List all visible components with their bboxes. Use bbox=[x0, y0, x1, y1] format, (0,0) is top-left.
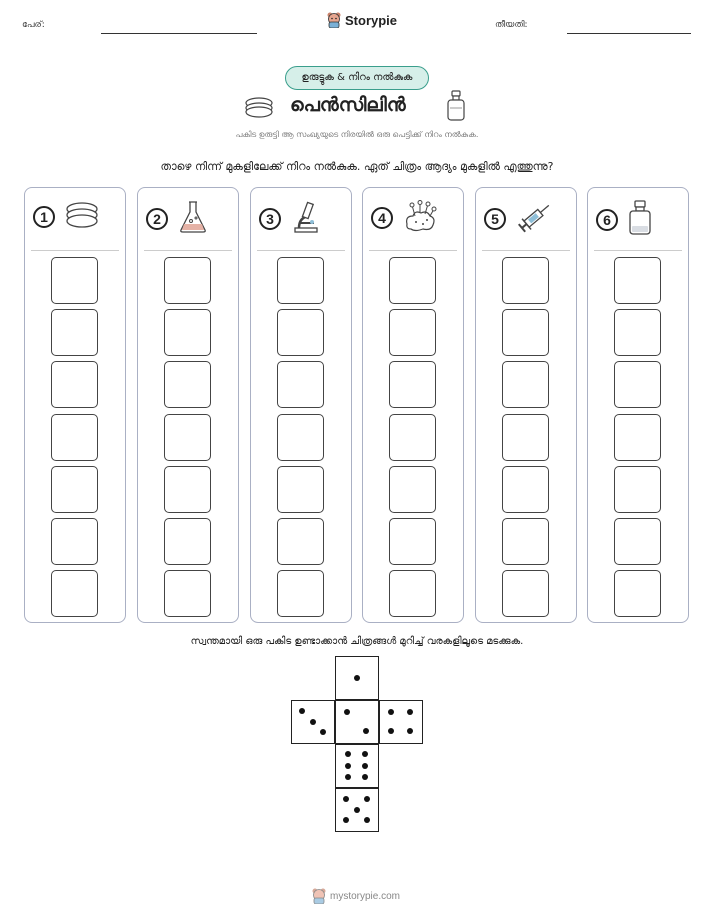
dice-pip bbox=[362, 763, 368, 769]
dice-pip bbox=[299, 708, 305, 714]
bear-icon bbox=[312, 888, 326, 904]
column-header bbox=[596, 200, 652, 240]
color-box[interactable] bbox=[502, 466, 549, 513]
column-divider bbox=[257, 250, 345, 251]
dice-pip bbox=[343, 817, 349, 823]
color-box[interactable] bbox=[614, 257, 661, 304]
color-box[interactable] bbox=[277, 257, 324, 304]
column-divider bbox=[144, 250, 232, 251]
footer bbox=[312, 888, 400, 904]
color-box[interactable] bbox=[502, 518, 549, 565]
column-divider bbox=[31, 250, 119, 251]
flask-icon bbox=[178, 200, 208, 238]
color-box[interactable] bbox=[389, 466, 436, 513]
dice-face bbox=[335, 744, 379, 788]
color-box[interactable] bbox=[389, 570, 436, 617]
color-box[interactable] bbox=[277, 518, 324, 565]
dice-face bbox=[335, 656, 379, 700]
column-number: 2 bbox=[146, 208, 168, 230]
petri-dish-icon bbox=[244, 95, 274, 119]
name-label: പേര്: bbox=[22, 20, 45, 30]
dice-pip bbox=[363, 728, 369, 734]
dice-pip bbox=[345, 763, 351, 769]
dice-face bbox=[335, 788, 379, 832]
color-box[interactable] bbox=[614, 466, 661, 513]
color-box[interactable] bbox=[164, 257, 211, 304]
color-box[interactable] bbox=[389, 414, 436, 461]
column-1 bbox=[24, 187, 126, 623]
column-header bbox=[259, 200, 321, 238]
column-6 bbox=[587, 187, 689, 623]
color-box[interactable] bbox=[614, 570, 661, 617]
color-box[interactable] bbox=[164, 518, 211, 565]
color-box[interactable] bbox=[389, 518, 436, 565]
dice-pip bbox=[364, 796, 370, 802]
color-box[interactable] bbox=[51, 518, 98, 565]
column-3 bbox=[250, 187, 352, 623]
dice-instruction: സ്വന്തമായി ഒരു പകിട ഉണ്ടാക്കാൻ ചിത്രങ്ങൾ മുറിച്ച് വരകളിലൂടെ മടക്കുക. bbox=[190, 636, 524, 647]
color-box[interactable] bbox=[51, 414, 98, 461]
mold-icon bbox=[403, 200, 437, 236]
footer-url: mystorypie.com bbox=[330, 890, 401, 902]
color-box[interactable] bbox=[389, 309, 436, 356]
name-line[interactable] bbox=[101, 33, 257, 34]
date-label: തീയതി: bbox=[495, 20, 528, 30]
color-box[interactable] bbox=[277, 414, 324, 461]
color-box[interactable] bbox=[614, 309, 661, 356]
column-number: 5 bbox=[484, 208, 506, 230]
page-title: പെൻസിലിൻ bbox=[290, 94, 406, 116]
color-box[interactable] bbox=[389, 361, 436, 408]
date-line[interactable] bbox=[567, 33, 691, 34]
color-box[interactable] bbox=[389, 257, 436, 304]
color-box[interactable] bbox=[277, 466, 324, 513]
color-box[interactable] bbox=[164, 309, 211, 356]
color-box[interactable] bbox=[277, 570, 324, 617]
dice-face bbox=[291, 700, 335, 744]
column-number: 3 bbox=[259, 208, 281, 230]
bear-icon bbox=[327, 12, 341, 28]
column-header bbox=[484, 200, 554, 238]
column-5 bbox=[475, 187, 577, 623]
column-2 bbox=[137, 187, 239, 623]
color-box[interactable] bbox=[277, 309, 324, 356]
color-box[interactable] bbox=[164, 570, 211, 617]
color-box[interactable] bbox=[51, 361, 98, 408]
column-divider bbox=[369, 250, 457, 251]
dice-pip bbox=[364, 817, 370, 823]
color-box[interactable] bbox=[502, 570, 549, 617]
dice-pip bbox=[344, 709, 350, 715]
color-box[interactable] bbox=[164, 414, 211, 461]
dice-face bbox=[335, 700, 379, 744]
brand-logo bbox=[327, 12, 397, 28]
dice-pip bbox=[345, 774, 351, 780]
color-box[interactable] bbox=[51, 309, 98, 356]
color-box[interactable] bbox=[502, 257, 549, 304]
column-header bbox=[33, 200, 99, 234]
dice-pip bbox=[407, 728, 413, 734]
dice-face bbox=[379, 700, 423, 744]
medicine-bottle-icon bbox=[628, 200, 652, 240]
column-divider bbox=[482, 250, 570, 251]
color-box[interactable] bbox=[502, 309, 549, 356]
dice-pip bbox=[343, 796, 349, 802]
column-divider bbox=[594, 250, 682, 251]
syringe-icon bbox=[516, 200, 554, 238]
color-box[interactable] bbox=[51, 257, 98, 304]
activity-tag: ഉരുട്ടുക & നിറം നൽകുക bbox=[285, 66, 429, 90]
color-box[interactable] bbox=[164, 361, 211, 408]
column-header bbox=[371, 200, 437, 236]
brand-name: Storypie bbox=[345, 12, 398, 28]
dice-pip bbox=[388, 728, 394, 734]
dice-pip bbox=[345, 751, 351, 757]
column-header bbox=[146, 200, 208, 238]
column-number: 4 bbox=[371, 207, 393, 229]
dice-pip bbox=[362, 751, 368, 757]
dice-pip bbox=[354, 807, 360, 813]
subtitle: പകിട ഉരുട്ടി ആ സംഖ്യയുടെ നിരയിൽ ഒരു പെട്ടിക്ക് നിറം നൽകുക. bbox=[235, 130, 479, 139]
column-4 bbox=[362, 187, 464, 623]
color-box[interactable] bbox=[51, 466, 98, 513]
petri-dish-icon bbox=[65, 200, 99, 234]
dice-pip bbox=[310, 719, 316, 725]
color-box[interactable] bbox=[614, 414, 661, 461]
color-box[interactable] bbox=[502, 414, 549, 461]
color-box[interactable] bbox=[277, 361, 324, 408]
color-box[interactable] bbox=[51, 570, 98, 617]
column-number: 1 bbox=[33, 206, 55, 228]
dice-pip bbox=[362, 774, 368, 780]
color-box[interactable] bbox=[502, 361, 549, 408]
color-box[interactable] bbox=[614, 361, 661, 408]
column-number: 6 bbox=[596, 209, 618, 231]
color-box[interactable] bbox=[164, 466, 211, 513]
dice-pip bbox=[354, 675, 360, 681]
dice-pip bbox=[320, 729, 326, 735]
dice-pip bbox=[388, 709, 394, 715]
medicine-bottle-icon bbox=[446, 90, 466, 122]
color-box[interactable] bbox=[614, 518, 661, 565]
microscope-icon bbox=[291, 200, 321, 238]
dice-pip bbox=[407, 709, 413, 715]
instruction: താഴെ നിന്ന് മുകളിലേക്ക് നിറം നൽകുക. ഏത് ചിത്രം ആദ്യം മുകളിൽ എത്തുന്നു? bbox=[160, 160, 554, 173]
